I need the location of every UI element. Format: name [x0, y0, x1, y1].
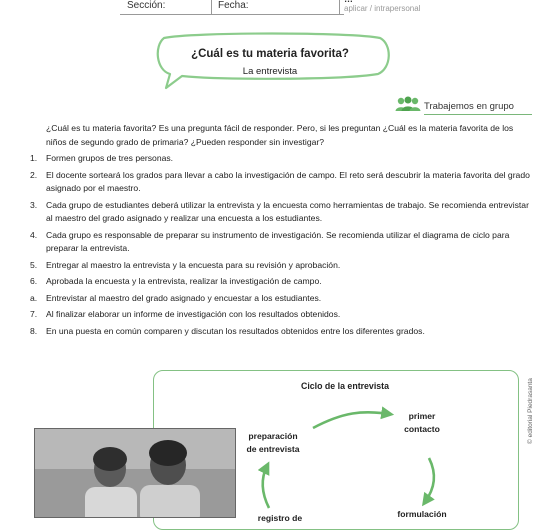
list-item — [30, 275, 530, 289]
cycle-arrow-top — [313, 412, 389, 428]
list-item — [30, 292, 530, 306]
students-photo — [34, 428, 236, 518]
page-title: ¿Cuál es tu materia favorita? — [191, 48, 349, 60]
item-number: a. — [30, 292, 38, 303]
fecha-label: Fecha: — [218, 0, 249, 11]
item-text: En una puesta en común comparen y discutan los resultados obtenidos entre los diferentes grados. — [46, 325, 425, 336]
steps-list — [30, 152, 530, 341]
item-text: Cada grupo es responsable de preparar su instrumento de investigación. Se recomienda utilizar el diagrama de ciclo para preparar la entrevista. — [46, 229, 510, 253]
item-number: 1. — [30, 153, 38, 163]
item-text: Entrevistar al maestro del grado asignado y encuestar a los estudiantes. — [46, 292, 322, 303]
item-number: 7. — [30, 309, 38, 319]
header-divider — [211, 0, 212, 14]
list-item — [30, 152, 530, 166]
title-speech-bubble — [152, 30, 392, 90]
students-photo-image — [35, 429, 236, 518]
publisher-credit: © editorial Piedrasanta — [527, 378, 534, 444]
list-item — [30, 169, 530, 196]
item-text: Entregar al maestro la entrevista y la encuesta para su revisión y aprobación. — [46, 259, 341, 270]
cycle-node-registro: registro de — [257, 513, 303, 523]
list-item — [30, 308, 530, 322]
group-work-label: Trabajemos en grupo — [424, 101, 514, 112]
item-number: 6. — [30, 276, 38, 286]
cycle-node-formulacion: formulación — [397, 509, 447, 519]
list-item — [30, 259, 530, 273]
cycle-node-preparacion: preparación de entrevista — [246, 431, 300, 454]
item-number: 4. — [30, 229, 38, 240]
seccion-label: Sección: — [127, 0, 166, 11]
cycle-node-primer-contacto: primer contacto — [404, 411, 440, 434]
item-number: 8. — [30, 325, 38, 336]
item-text: El docente sorteará los grados para llevar a cabo la investigación de campo. El reto será descubrir la materia favorita del grado asignado por el maestro. — [46, 169, 530, 193]
item-text: Al finalizar elaborar un informe de investigación con los resultados obtenidos. — [46, 309, 341, 319]
item-text: Aprobada la encuesta y la entrevista, realizar la investigación de campo. — [46, 276, 322, 286]
list-item — [30, 325, 530, 339]
cycle-title: Ciclo de la entrevista — [300, 381, 389, 391]
item-text: Formen grupos de tres personas. — [46, 153, 174, 163]
item-number: 5. — [30, 259, 38, 270]
header-divider — [339, 0, 340, 14]
item-number: 3. — [30, 199, 38, 210]
item-number: 2. — [30, 169, 38, 180]
header-underline — [120, 14, 344, 15]
list-item — [30, 199, 530, 226]
group-people-icon — [395, 96, 421, 112]
intro-paragraph: ¿Cuál es tu materia favorita? Es una pregunta fácil de responder. Pero, si les preguntan ¿Cuál es la materia favorita de los niños de segundo grado de primaria? ¿Pueden responder sin investigar? — [46, 123, 514, 147]
header-competence-text: aplicar / intrapersonal — [344, 4, 421, 13]
list-item — [30, 229, 530, 256]
group-label-underline — [424, 114, 532, 115]
cycle-arrow-left — [263, 466, 269, 508]
item-text: Cada grupo de estudiantes deberá utilizar la entrevista y la encuesta como herramientas de trabajo. Se recomienda entrevistar al maestro del grado asignado y realizar una encuesta a los estudiantes. — [46, 199, 529, 223]
cycle-arrow-right — [425, 458, 434, 502]
page-subtitle: La entrevista — [242, 66, 298, 77]
